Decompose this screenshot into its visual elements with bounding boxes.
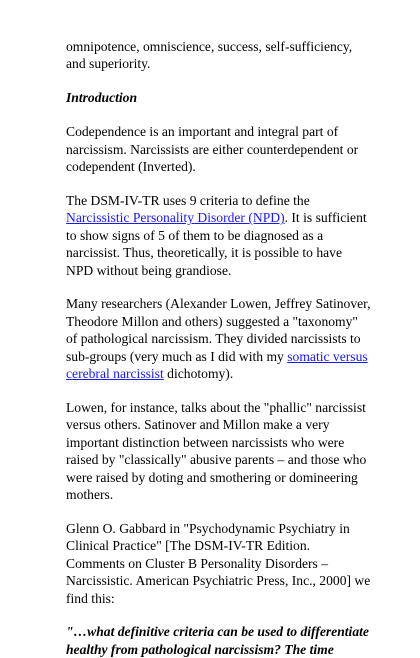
block-quote: "…what definitive criteria can be used to differentiate healthy from pathological narcissism? The time (66, 624, 369, 657)
npd-link[interactable]: Narcissistic Personality Disorder (NPD) (66, 210, 285, 226)
paragraph-dsm-criteria (66, 192, 372, 279)
somatic-cerebral-link[interactable]: somatic versus cerebral narcissist (66, 348, 368, 382)
paragraph-lowen: Lowen, for instance, talks about the "phallic" narcissist versus others. Satinover and Millon make a very important distinction between narcissists who were raised by "classically" abusive parents – and those who were raised by doting and smothering or domineering mothers. (66, 400, 367, 503)
paragraph-taxonomy (66, 295, 372, 382)
paragraph-text: The DSM-IV-TR uses 9 criteria to define the (66, 192, 310, 208)
paragraph-text: dichotomy). (163, 366, 234, 382)
paragraph-text: Many researchers (Alexander Lowen, Jeffrey Satinover, Theodore Millon and others) suggested a "taxonomy" of pathological narcissism. They divided narcissists to sub-groups (very much as I did with my (66, 296, 371, 364)
section-heading: Introduction (66, 90, 138, 106)
paragraph-continuation: omnipotence, omniscience, success, self-sufficiency, and superiority. (66, 39, 353, 72)
paragraph-gabbard: Glenn O. Gabbard in "Psychodynamic Psychiatry in Clinical Practice" [The DSM-IV-TR Edition. Comments on Cluster B Personality Disorders – Narcissistic. American Psychiatric Press, Inc., 2000] we find this: (66, 520, 371, 606)
paragraph-text: . It is sufficient to show signs of 5 of them to be diagnosed as a narcissist. Thus, theoretically, it is possible to have NPD without being grandiose. (66, 210, 367, 278)
paragraph-codependence: Codependence is an important and integral part of narcissism. Narcissists are either counterdependent or codependent (Inverted). (66, 124, 359, 175)
